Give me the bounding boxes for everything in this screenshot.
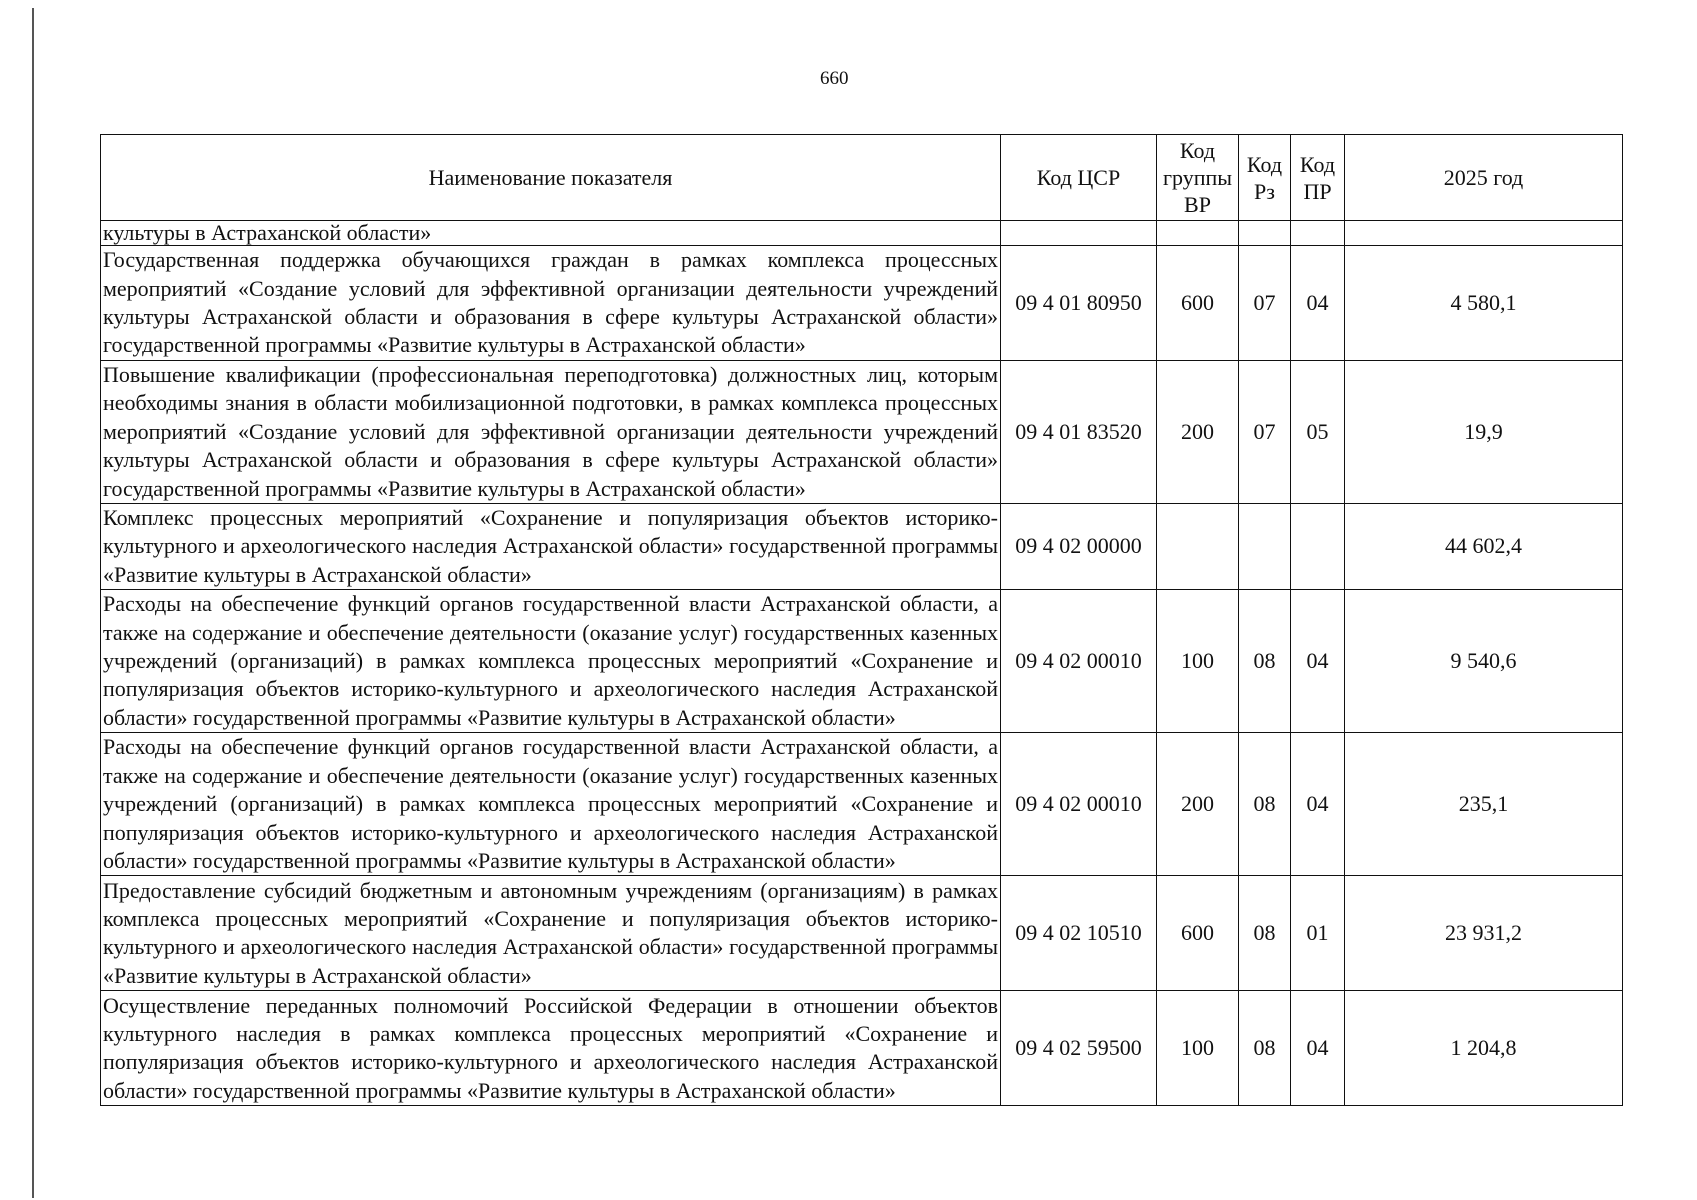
row-amount: 44 602,4 <box>1345 504 1623 590</box>
continuation-row <box>101 221 1623 246</box>
row-pr: 04 <box>1291 246 1345 361</box>
row-vr: 600 <box>1157 876 1239 991</box>
row-name: Осуществление переданных полномочий Российской Федерации в отношении объектов культурного наследия в рамках комплекса процессных мероприятий «Сохранение и популяризация объектов историко-культурного и археологического наследия Астраханской области» государственной программы «Развитие культуры в Астраханской области» <box>101 991 1001 1106</box>
row-csr: 09 4 02 00010 <box>1001 733 1157 876</box>
table-row <box>101 876 1623 991</box>
row-vr: 200 <box>1157 361 1239 504</box>
row-name: Расходы на обеспечение функций органов государственной власти Астраханской области, а также на содержание и обеспечение деятельности (оказание услуг) государственных казенных учреждений (организаций) в рамках комплекса процессных мероприятий «Сохранение и популяризация объектов историко-культурного и археологического наследия Астраханской области» государственной программы «Развитие культуры в Астраханской области» <box>101 733 1001 876</box>
row-name: Повышение квалификации (профессиональная переподготовка) должностных лиц, которым необходимы знания в области мобилизационной подготовки, в рамках комплекса процессных мероприятий «Создание условий для эффективной организации деятельности учреждений культуры Астраханской области и образования в сфере культуры Астраханской области» государственной программы «Развитие культуры в Астраханской области» <box>101 361 1001 504</box>
row-name: Расходы на обеспечение функций органов государственной власти Астраханской области, а также на содержание и обеспечение деятельности (оказание услуг) государственных казенных учреждений (организаций) в рамках комплекса процессных мероприятий «Сохранение и популяризация объектов историко-культурного и археологического наследия Астраханской области» государственной программы «Развитие культуры в Астраханской области» <box>101 590 1001 733</box>
row-csr: 09 4 02 59500 <box>1001 991 1157 1106</box>
row-rz: 07 <box>1239 246 1291 361</box>
row-rz: 08 <box>1239 876 1291 991</box>
header-pr: Код ПР <box>1291 135 1345 221</box>
row-csr: 09 4 02 10510 <box>1001 876 1157 991</box>
row-pr: 04 <box>1291 991 1345 1106</box>
table-row <box>101 361 1623 504</box>
row-name: Комплекс процессных мероприятий «Сохранение и популяризация объектов историко-культурного и археологического наследия Астраханской области» государственной программы «Развитие культуры в Астраханской области» <box>101 504 1001 590</box>
table-row <box>101 246 1623 361</box>
row-pr: 01 <box>1291 876 1345 991</box>
row-csr: 09 4 02 00010 <box>1001 590 1157 733</box>
table-row <box>101 733 1623 876</box>
row-pr <box>1291 504 1345 590</box>
row-rz: 08 <box>1239 991 1291 1106</box>
row-vr <box>1157 504 1239 590</box>
table-row <box>101 504 1623 590</box>
row-rz: 08 <box>1239 590 1291 733</box>
table-row <box>101 991 1623 1106</box>
row-amount: 235,1 <box>1345 733 1623 876</box>
binding-line <box>32 8 34 1198</box>
row-vr: 100 <box>1157 991 1239 1106</box>
row-amount: 4 580,1 <box>1345 246 1623 361</box>
row-rz: 08 <box>1239 733 1291 876</box>
row-pr: 05 <box>1291 361 1345 504</box>
row-csr: 09 4 02 00000 <box>1001 504 1157 590</box>
row-amount: 9 540,6 <box>1345 590 1623 733</box>
row-amount: 1 204,8 <box>1345 991 1623 1106</box>
row-csr: 09 4 01 80950 <box>1001 246 1157 361</box>
row-amount: 23 931,2 <box>1345 876 1623 991</box>
row-vr: 200 <box>1157 733 1239 876</box>
row-name: Государственная поддержка обучающихся граждан в рамках комплекса процессных мероприятий «Создание условий для эффективной организации деятельности учреждений культуры Астраханской области и образования в сфере культуры Астраханской области» государственной программы «Развитие культуры в Астраханской области» <box>101 246 1001 361</box>
row-pr: 04 <box>1291 733 1345 876</box>
budget-table <box>100 134 1623 1106</box>
row-rz: 07 <box>1239 361 1291 504</box>
row-vr: 100 <box>1157 590 1239 733</box>
row-name: Предоставление субсидий бюджетным и автономным учреждениям (организациям) в рамках комплекса процессных мероприятий «Сохранение и популяризация объектов историко-культурного и археологического наследия Астраханской области» государственной программы «Развитие культуры в Астраханской области» <box>101 876 1001 991</box>
header-rz: Код Рз <box>1239 135 1291 221</box>
header-year: 2025 год <box>1345 135 1623 221</box>
header-name: Наименование показателя <box>101 135 1001 221</box>
table-row <box>101 590 1623 733</box>
continuation-text: культуры в Астраханской области» <box>101 221 1001 246</box>
table-header-row <box>101 135 1623 221</box>
row-csr: 09 4 01 83520 <box>1001 361 1157 504</box>
row-amount: 19,9 <box>1345 361 1623 504</box>
header-vr: Код группы ВР <box>1157 135 1239 221</box>
row-pr: 04 <box>1291 590 1345 733</box>
row-vr: 600 <box>1157 246 1239 361</box>
row-rz <box>1239 504 1291 590</box>
header-csr: Код ЦСР <box>1001 135 1157 221</box>
page-number: 660 <box>820 68 849 89</box>
